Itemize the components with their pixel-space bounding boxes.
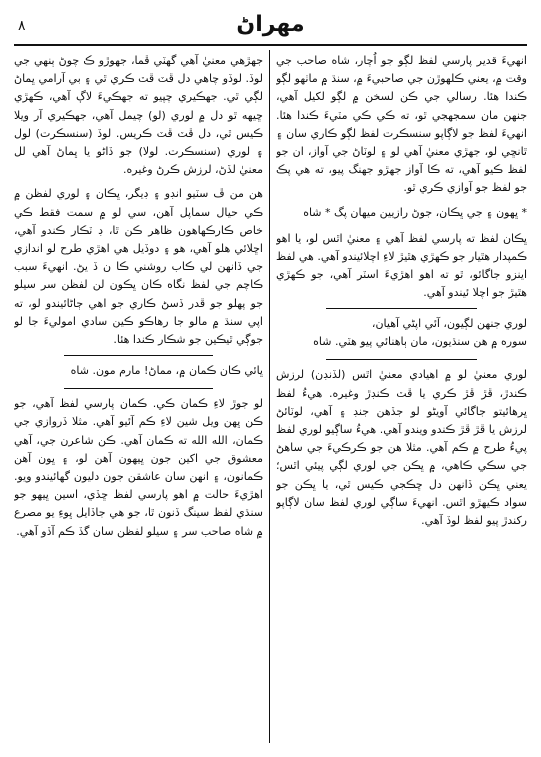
section-rule [326, 359, 477, 360]
paragraph: هن من ڦ سٽيو انڊو ۽ ڊيگر، ڀڪان ۽ لوري لفظن ۾ ڪي حيال سماپل آهن، سي لو ۾ سمت فقط ڪي خاص ڪارڪهاهون ظاهر ڪن ٿا، ڊ ٽڪار ڪندو آهي، اڇلائي هلو آهي، هو ۽ دوڏيل هي اهڙي طرح لو اندازي جي ڏانهن لي ڪاب روشني ڪا ن ڏ يڻ. انهيءَ سبب ڪاچم جي لفظ نگاه ڪان ڀڪون لن لفظن سر سيلو جو پهلو جو ڦدر ڏسڻ ڪاري جو اهي ڄاڻائيندو لو، ته اپي سنڌ ۾ مالو جا رهاڪو ڪين سادي اموليءَ جا لو جوڳي ٿيڪين جو شڪار ڪندا هئا. [14, 187, 263, 347]
page-title: مهراڻ [236, 12, 305, 37]
header-rule [14, 44, 527, 46]
verse-line: ڀائي ڪان ڪمان ۾، مماڻ! مارم مون. شاه [70, 364, 263, 378]
verse-couplet: لوري جنهن لڳيون، آئي اپڻي آهيان، سوره ۾ هن سنڌيون، مان ٻاهنائي پيو هٽي. شاه [313, 317, 527, 349]
left-column [14, 52, 263, 745]
column-divider [269, 50, 270, 743]
paragraph: انهيءَ قدير پارسي لفظ لڳو جو اُچار، شاه صاحب جي وقت ۾، يعني ڪلهوڙن جي صاحبيءَ ۾، سنڌ ۾ ماٺهو لڳو ڪندا هئا. رسالي جي ڪن لسخن ۾ لڳو لکيل آهي، جنهن مان سمجهجي ٿو، ته ڪي ڪي مٽيءَ ڪندا هئا. انهيءَ لفظ جو لاڳاپو سنسڪرت لفظ لڳو ڪاري سان ۽ ٿانڇي لو، جهڙي معنيٰ آهي لو ۽ لوٽاڻ جي آواز، ان جو لفظ ڪيو آهي، ته ڪا آواز جهڙو جهنگ پيو، ته هي پڪ جو لفظ جو آوازي ڪري ٿو. [276, 54, 527, 195]
paragraph: ڀڪان لفظ ته پارسي لفظ آهي ۽ معنيٰ اٿس لو، يا اهو ڪمپدار هٿيار جو ڪهڙي هٿيڙ لاءِ اچلائيندو آهي. هي لفظ اينزو جاگائو، ٿو ته اهو اهڙيءَ اسٽر آهي، جو ڪهڙي هٿيڙ جو اچلا ئيندو آهي. [276, 231, 527, 300]
verse-line: * ڀهون ۽ جي ڀڪان، جوڻ رازيين ميهان پگ * شاه [303, 205, 527, 219]
section-rule [326, 308, 477, 309]
paragraph: جهڙهي معنيٰ آهي گهٽي ڦما، جهوڙو ڪ چوڻ ٻنهي جي لوڏ. لوڏو چاهي دل ڦٽ ڦٽ ڪري ٿي ۽ بي آرامي ڀماڻ لڳي ٿي. جهڪيري چپيو ته جهڪيءَ لاڳ آهي، ڪهڙي ڇيهه ٿو دل ۾ لوري (لو) چيمل آهي، جهڪيري آر ويلا ڪيس ٿي، دل ڦٽ ڦٽ ڪريس. لوڏ (سنسڪرت) لول ۽ لوري (سنسڪرت. لولا) جو ڏاڻو يا ڀماڻ آهي لل معنيٰ لڏڻ، لرزش ڪرڻ وغيره. [14, 54, 263, 177]
paragraph: لوري معنيٰ لو ۾ اهيادي معنيٰ اٿس (لڏنڊن) لرزش ڪندڙ، ڦڙ ڦڙ ڪري يا ڦٽ ڪنڊڙ وغيره. هيءُ لفظ ڀرهائيتو جاگائي آويڻو لو جڏهن جنڊ ۽ آهي، لوٽائڻ لرزش يا ڦڙ ڦڙ ڪندو ويندو آهي. هيءُ ساڳيو لوري لفظ پيءُ طرح ۾ ڪم آهي. مثلا هن جو ڪرڪيءَ جي ساهڻ جي سڪي ڪاهي، ۾ ڀڪن جي لوري لڳي پيئي اٿس؛ يعني ڀڪن ڏانهن دل ڇڪجي ڪيس ٿي، يا ڀڪن جو سواد ڪيهڙو اٿس. انهيءَ ساڳي لوري لفظ سان لاڳاپو رکندڙ پيو لفظ لوڏ آهي. [276, 368, 527, 528]
section-rule [64, 388, 213, 389]
paragraph: لو جوڙ لاءِ ڪمان ڪي. ڪمان پارسي لفظ آهي، جو ڪن ڀهن ويل شين لاءِ ڪم آئيو آهي. مثلا ڏروازي جي ڪمان، الله الله ته ڪمان آهي. ڪن شاعرن جي، آهي معشوق جي اکين جون ڀيهون آهن لو، ۽ ڀون آهن ڪمانون، ۽ انهن سان عاشقن جون دليون گهائيندو ويو. اهڙيءَ حالت ۾ اهو پارسي لفظ ڇڏي، اسين ڀيهو جو سنڌي لفظ سينگ ڏنون ٿا، جو هي جاڏايل ڀوءِ يو مصرع ۾ شاه صاحب سر ۽ سيلو لفظن سان گڏ ڪم آڏو آهي. [14, 397, 263, 538]
section-rule [64, 355, 213, 356]
page-header [14, 10, 527, 42]
right-column [276, 52, 527, 745]
page-number: ٨ [18, 18, 26, 34]
